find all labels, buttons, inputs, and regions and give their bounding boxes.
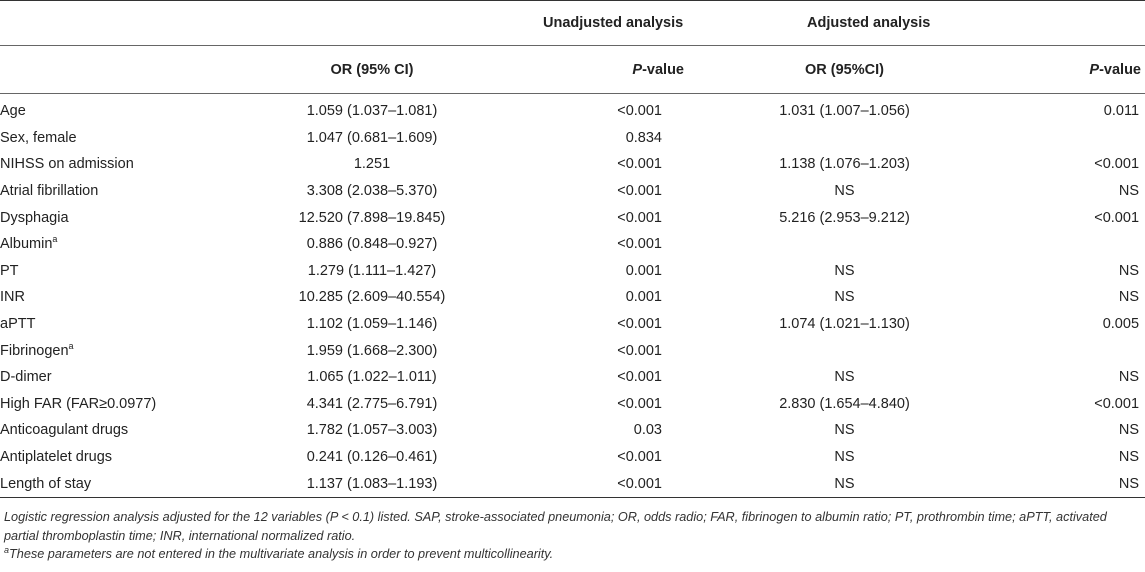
table-row — [0, 231, 1145, 258]
unadjusted-p-cell: 0.001 — [625, 289, 662, 306]
unadjusted-p-cell: <0.001 — [617, 183, 662, 200]
variable-label: Length of stay — [0, 475, 92, 492]
table-row — [0, 178, 1145, 205]
adjusted-p-cell — [997, 125, 1145, 152]
table-row — [0, 284, 1145, 311]
table-row — [0, 444, 1145, 471]
variable-label: Anticoagulant drugs — [0, 422, 129, 439]
unadjusted-p-cell: <0.001 — [617, 236, 662, 253]
or-column-header: OR (95% CI) — [330, 61, 414, 78]
variable-cell — [0, 470, 232, 497]
variable-cell — [0, 94, 232, 125]
adjusted-p-cell: 0.011 — [1103, 103, 1140, 120]
adjusted-or-cell: NS — [834, 369, 855, 386]
variable-cell — [0, 204, 232, 231]
variable-label: Sex, female — [0, 129, 77, 146]
column-header-row — [0, 46, 1145, 94]
unadjusted-p-cell: <0.001 — [617, 475, 662, 492]
adjusted-p-cell: <0.001 — [1094, 395, 1140, 412]
table-row — [0, 94, 1145, 125]
table-row — [0, 204, 1145, 231]
adjusted-p-cell: NS — [1118, 369, 1140, 386]
table-row — [0, 258, 1145, 285]
variable-label: NIHSS on admission — [0, 156, 134, 173]
table-row — [0, 125, 1145, 152]
adjusted-or-cell — [692, 125, 997, 152]
unadjusted-or-cell: 0.886 (0.848–0.927) — [306, 236, 438, 253]
unadjusted-p-cell: 0.834 — [625, 129, 662, 146]
adjusted-p-cell — [997, 337, 1145, 364]
variable-label: aPTT — [0, 316, 36, 333]
adjusted-or-cell: NS — [834, 289, 855, 306]
adjusted-or-cell: 2.830 (1.654–4.840) — [779, 395, 910, 412]
adjusted-or-cell: NS — [834, 262, 855, 279]
table-row — [0, 364, 1145, 391]
variable-label: Fibrinogen — [0, 342, 69, 359]
unadjusted-p-cell: <0.001 — [617, 449, 662, 466]
unadjusted-or-cell: 1.065 (1.022–1.011) — [307, 369, 437, 386]
unadjusted-p-cell: <0.001 — [617, 209, 662, 226]
unadjusted-group-header: Unadjusted analysis — [543, 15, 684, 31]
unadjusted-p-cell: <0.001 — [617, 103, 662, 120]
adjusted-p-cell: 0.005 — [1102, 316, 1140, 333]
footnote-multicollinearity: $^a$These parameters are not entered in the multivariate analysis in order to prevent multicollinearity. — [4, 544, 554, 561]
variable-cell — [0, 444, 232, 471]
adjusted-p-cell: NS — [1118, 475, 1140, 492]
adjusted-or-column-header: OR (95%CI) — [805, 61, 884, 78]
variable-cell — [0, 391, 232, 418]
footnote-abbreviations: Logistic regression analysis adjusted for the 12 variables (P < 0.1) listed. SAP, stroke-associated pneumonia; OR, odds radio; FAR, fibrinogen to albumin ratio; PT, prothrombin time; aPTT, activated partial thromboplastin time; INR, international normalized ratio. — [4, 510, 1107, 543]
variable-label: High FAR (FAR≥0.0977) — [0, 395, 157, 412]
adjusted-p-value-column-header: P-value — [1089, 61, 1142, 78]
variable-label: INR — [0, 289, 25, 306]
adjusted-or-cell: NS — [834, 475, 855, 492]
table-row — [0, 391, 1145, 418]
unadjusted-or-cell: 10.285 (2.609–40.554) — [298, 289, 446, 306]
unadjusted-p-cell: 0.001 — [625, 262, 662, 279]
variable-cell — [0, 311, 232, 338]
unadjusted-or-cell: 4.341 (2.775–6.791) — [306, 395, 438, 412]
unadjusted-or-cell: 1.137 (1.083–1.193) — [306, 475, 438, 492]
table-row — [0, 337, 1145, 364]
variable-cell — [0, 284, 232, 311]
unadjusted-p-cell: <0.001 — [617, 395, 662, 412]
p-value-column-header: P-value — [632, 61, 684, 78]
adjusted-or-cell: 1.031 (1.007–1.056) — [779, 103, 910, 120]
table-row — [0, 151, 1145, 178]
group-header-row — [0, 1, 1145, 46]
adjusted-or-cell: 1.074 (1.021–1.130) — [779, 316, 910, 333]
unadjusted-or-cell: 12.520 (7.898–19.845) — [298, 209, 446, 226]
variable-cell — [0, 417, 232, 444]
variable-label: D-dimer — [0, 369, 52, 386]
unadjusted-p-cell: <0.001 — [617, 156, 662, 173]
unadjusted-or-cell: 1.047 (0.681–1.609) — [306, 129, 438, 146]
variable-label: Albumin — [0, 236, 53, 253]
variable-cell — [0, 178, 232, 205]
variable-cell — [0, 258, 232, 285]
adjusted-or-cell — [692, 231, 997, 258]
adjusted-p-cell — [997, 231, 1145, 258]
variable-label: Age — [0, 103, 26, 120]
variable-label: Atrial fibrillation — [0, 183, 99, 200]
adjusted-p-cell: NS — [1118, 183, 1140, 200]
adjusted-or-cell: NS — [834, 183, 855, 200]
variable-cell — [0, 364, 232, 391]
unadjusted-p-cell: <0.001 — [617, 369, 662, 386]
variable-cell — [0, 337, 232, 364]
adjusted-p-cell: <0.001 — [1094, 156, 1140, 173]
adjusted-p-cell: <0.001 — [1094, 209, 1140, 226]
table-row — [0, 311, 1145, 338]
adjusted-or-cell: NS — [834, 449, 855, 466]
adjusted-or-cell: NS — [834, 422, 855, 439]
unadjusted-p-cell: 0.03 — [633, 422, 662, 439]
unadjusted-or-cell: 1.251 — [353, 156, 391, 173]
unadjusted-or-cell: 0.241 (0.126–0.461) — [306, 449, 438, 466]
footnote-marker: a — [52, 234, 58, 245]
footnote-marker: a — [68, 340, 74, 351]
variable-cell — [0, 231, 232, 258]
unadjusted-p-cell: <0.001 — [617, 316, 662, 333]
variable-cell — [0, 125, 232, 152]
adjusted-p-cell: NS — [1118, 449, 1140, 466]
adjusted-p-cell: NS — [1118, 262, 1140, 279]
unadjusted-or-cell: 3.308 (2.038–5.370) — [306, 183, 438, 200]
adjusted-p-cell: NS — [1118, 422, 1140, 439]
table-row — [0, 470, 1145, 497]
unadjusted-p-cell: <0.001 — [617, 342, 662, 359]
unadjusted-or-cell: 1.782 (1.057–3.003) — [306, 422, 438, 439]
unadjusted-or-cell: 1.279 (1.111–1.427) — [307, 262, 437, 279]
table-row — [0, 417, 1145, 444]
variable-label: Antiplatelet drugs — [0, 449, 113, 466]
variable-label: Dysphagia — [0, 209, 69, 226]
variable-label: PT — [0, 262, 19, 279]
unadjusted-or-cell: 1.959 (1.668–2.300) — [306, 342, 438, 359]
adjusted-or-cell: 1.138 (1.076–1.203) — [779, 156, 910, 173]
adjusted-p-cell: NS — [1118, 289, 1140, 306]
unadjusted-or-cell: 1.102 (1.059–1.146) — [306, 316, 438, 333]
unadjusted-or-cell: 1.059 (1.037–1.081) — [306, 103, 438, 120]
table-footnotes — [4, 508, 1142, 564]
adjusted-or-cell — [692, 337, 997, 364]
adjusted-or-cell: 5.216 (2.953–9.212) — [779, 209, 910, 226]
variable-cell — [0, 151, 232, 178]
adjusted-group-header: Adjusted analysis — [807, 15, 931, 31]
